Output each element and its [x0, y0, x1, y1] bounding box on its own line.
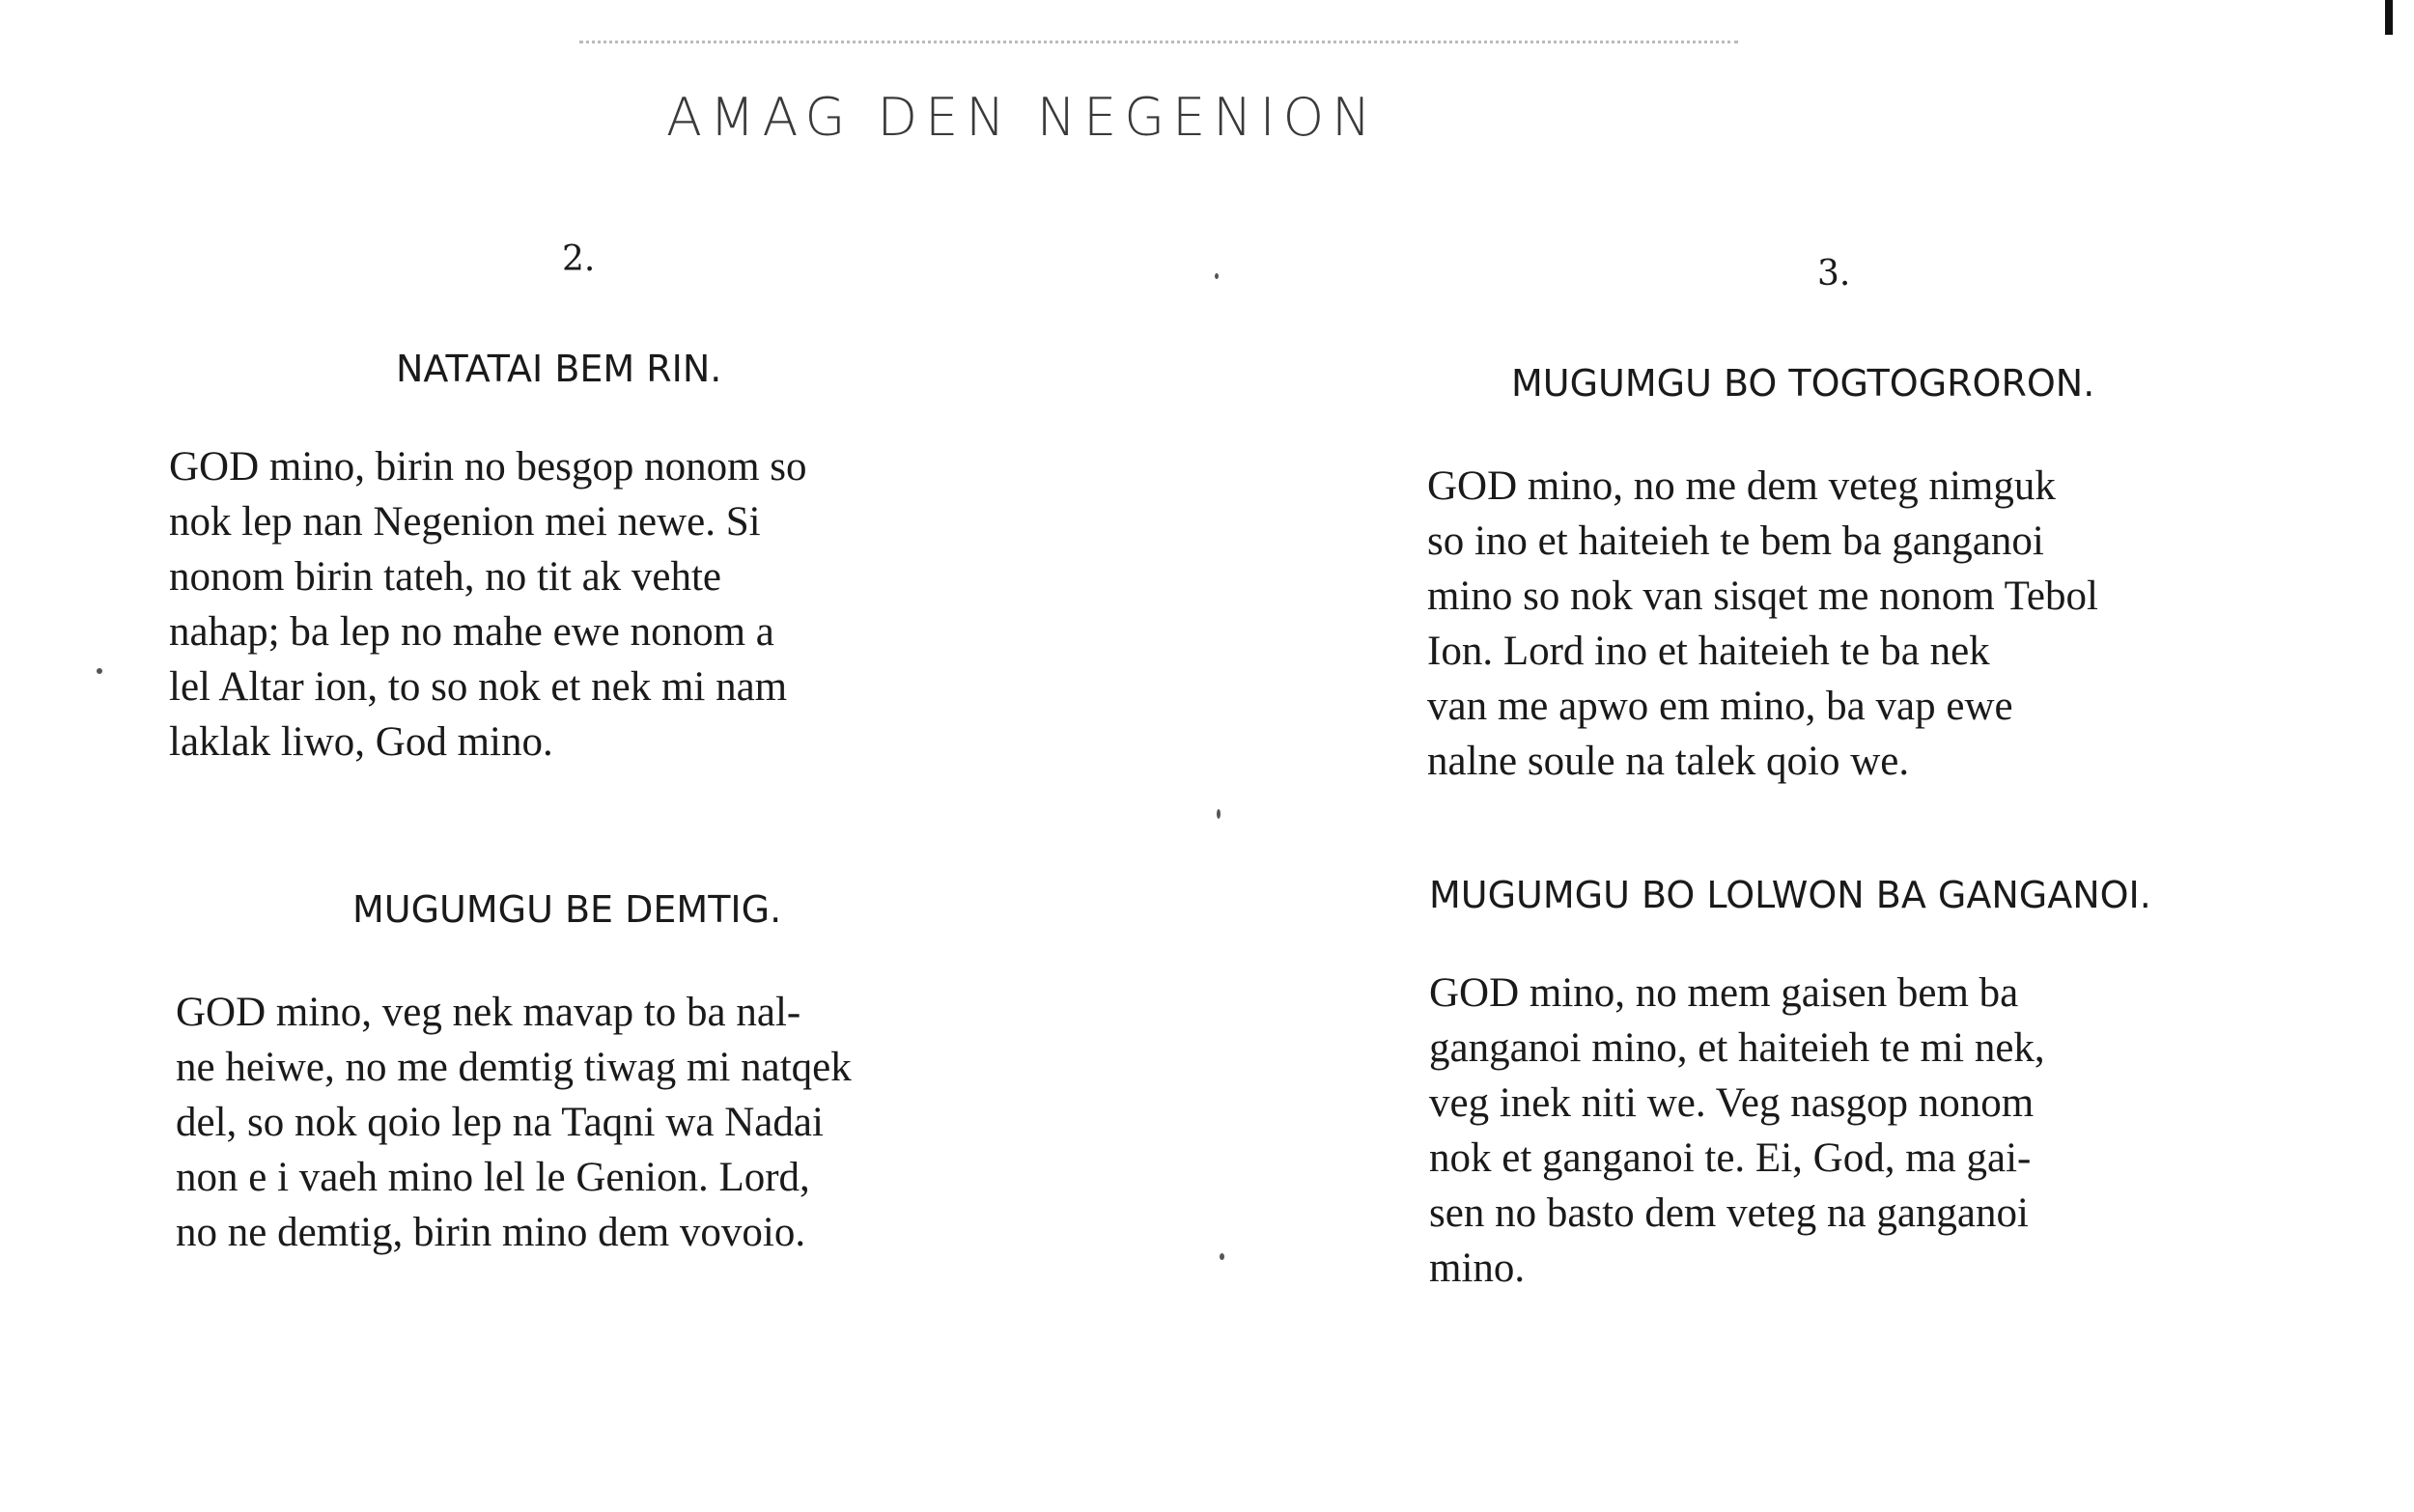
text-line: GOD mino, no mem gaisen bem ba: [1429, 970, 2019, 1016]
scan-speck: [1215, 273, 1219, 279]
text-line: GOD mino, veg nek mavap to ba nal-: [176, 990, 801, 1035]
text-line: mino so nok van sisqet me nonom Tebol: [1427, 574, 2098, 619]
text-line: laklak liwo, God mino.: [169, 719, 553, 765]
scan-edge-dotted-line: [579, 41, 1738, 43]
text-line: lel Altar ion, to so nok et nek mi nam: [169, 664, 788, 710]
right-paragraph-1: [1427, 459, 2253, 789]
text-line: van me apwo em mino, ba vap ewe: [1427, 684, 2013, 729]
text-line: GOD mino, no me dem veteg nimguk: [1427, 463, 2056, 509]
right-paragraph-2: [1429, 966, 2255, 1296]
right-heading-togtogroron: MUGUMGU BO TOGTOGRORON.: [1511, 362, 2095, 405]
text-line: non e i vaeh mino lel le Genion. Lord,: [176, 1155, 810, 1200]
right-heading-lolwon: MUGUMGU BO LOLWON BA GANGANOI.: [1429, 874, 2151, 916]
text-line: del, so nok qoio lep na Taqni wa Nadai: [176, 1100, 824, 1145]
text-line: no ne demtig, birin mino dem vovoio.: [176, 1210, 806, 1255]
text-line: nok lep nan Negenion mei newe. Si: [169, 499, 761, 545]
scan-speck: [1220, 1253, 1224, 1260]
text-line: nonom birin tateh, no tit ak vehte: [169, 554, 722, 600]
left-heading-demtig: MUGUMGU BE DEMTIG.: [352, 888, 782, 931]
text-line: so ino et haiteieh te bem ba ganganoi: [1427, 518, 2044, 564]
scan-speck: [97, 668, 102, 674]
text-line: ganganoi mino, et haiteieh te mi nek,: [1429, 1025, 2045, 1071]
right-page-number: 3.: [1817, 254, 1851, 294]
handwritten-title: AMAG DEN NEGENION: [666, 87, 1379, 148]
text-line: nahap; ba lep no mahe ewe nonom a: [169, 609, 774, 655]
text-line: Ion. Lord ino et haiteieh te ba nek: [1427, 629, 1990, 674]
left-paragraph-1: [169, 439, 995, 770]
left-paragraph-2: [176, 985, 1001, 1260]
text-line: nalne soule na talek qoio we.: [1427, 739, 1910, 784]
text-line: veg inek niti we. Veg nasgop nonom: [1429, 1080, 2035, 1126]
scan-edge-mark: [2385, 0, 2393, 35]
scan-speck: [1217, 809, 1221, 819]
text-line: ne heiwe, no me demtig tiwag mi natqek: [176, 1045, 852, 1090]
text-line: nok et ganganoi te. Ei, God, ma gai-: [1429, 1135, 2032, 1181]
text-line: sen no basto dem veteg na ganganoi: [1429, 1190, 2029, 1236]
text-line: GOD mino, birin no besgop nonom so: [169, 444, 807, 490]
text-line: mino.: [1429, 1246, 1526, 1291]
left-heading-natatai: NATATAI BEM RIN.: [396, 348, 722, 390]
left-page-number: 2.: [562, 239, 596, 279]
